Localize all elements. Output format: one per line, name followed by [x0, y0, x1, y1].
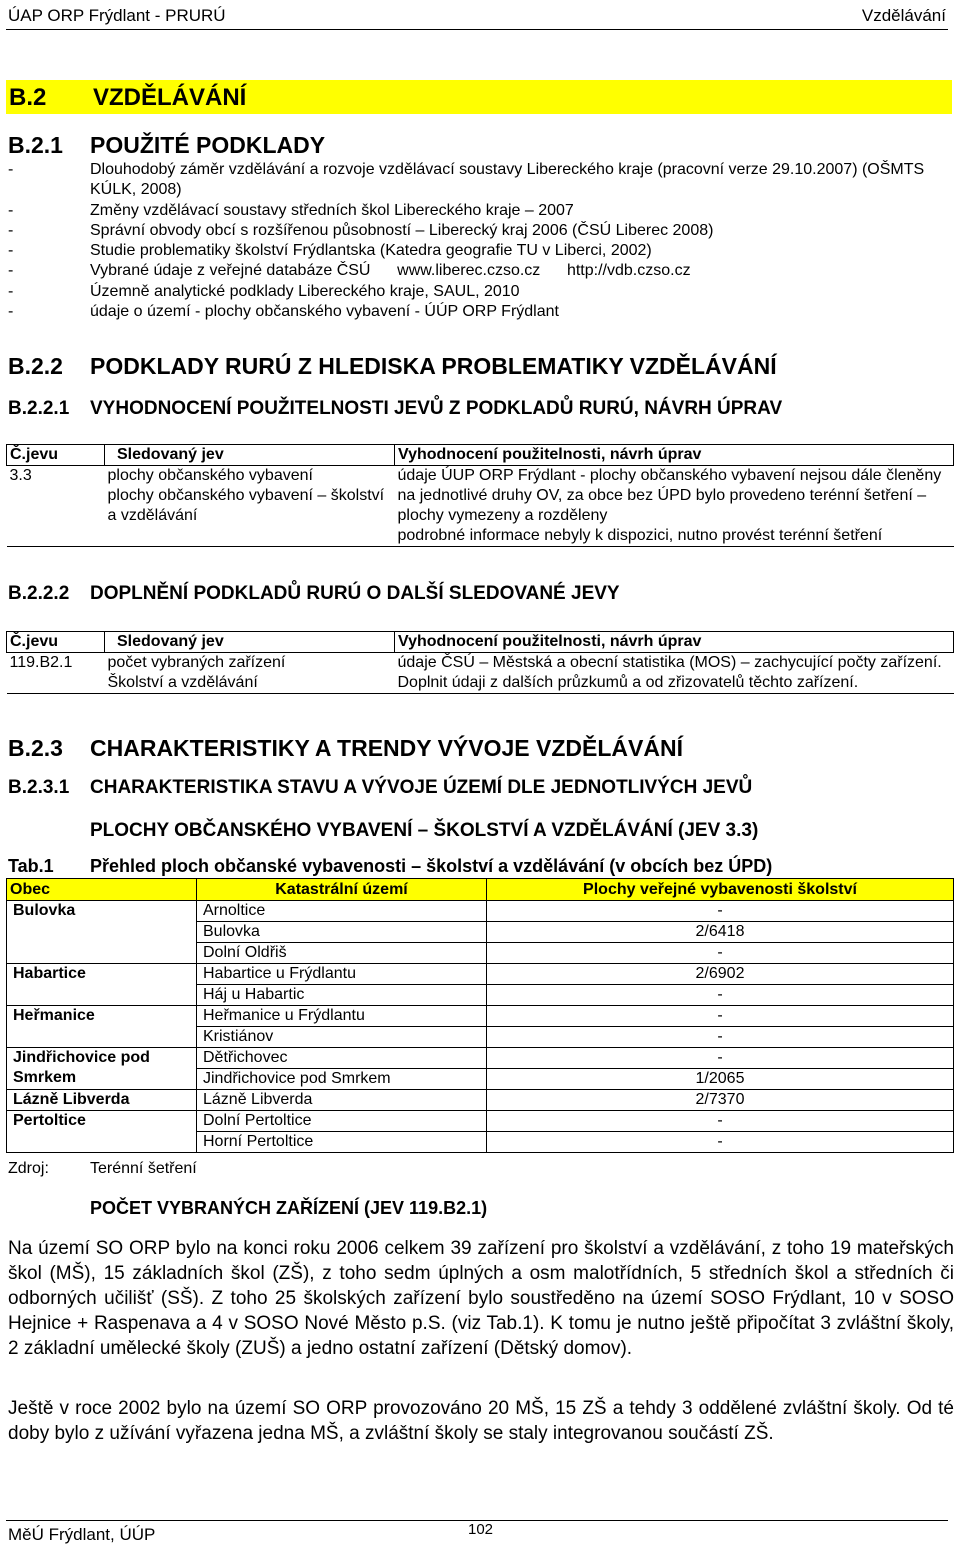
table-header-row	[7, 445, 954, 466]
cell-ku: Kristiánov	[197, 1027, 487, 1048]
table-row	[7, 466, 954, 547]
cell-value: -	[487, 1048, 954, 1069]
paragraph-1: Na území SO ORP bylo na konci roku 2006 celkem 39 zařízení pro školství a vzdělávání, z toho 19 mateřských škol (MŠ), 15 základních škol (ZŠ), z toho sedm úplných a osm malotřídních, 5 středních škol a středních či odborných učilišť (SŠ). Z toho 25 školských zařízení bylo soustředěno na území SOSO Frýdlant, 10 v SOSO Hejnice + Raspenava a 4 v SOSO Nové Město p.S. (viz Tab.1). K tomu je nutno ještě připočítat 3 zvláštní školy, 2 základní umělecké školy (ZUŠ) a jedno ostatní zařízení (Dětský domov).	[8, 1238, 954, 1359]
table-header-row	[7, 632, 954, 653]
table-row	[7, 653, 954, 694]
cell-value: -	[487, 901, 954, 922]
subheading-jev-119: POČET VYBRANÝCH ZAŘÍZENÍ (JEV 119.B2.1)	[90, 1198, 488, 1218]
list-item: - Změny vzdělávací soustavy středních škol Libereckého kraje – 2007	[8, 201, 574, 219]
col-header-eval: Vyhodnocení použitelnosti, návrh úprav	[395, 632, 954, 653]
cell-ku: Habartice u Frýdlantu	[197, 964, 487, 985]
section-b2-heading	[6, 80, 952, 114]
page-header	[6, 4, 948, 30]
cell-ku: Horní Pertoltice	[197, 1132, 487, 1153]
cell-id: 119.B2.1	[9, 654, 73, 671]
section-number: B.2.3	[8, 735, 63, 761]
list-item: - Správní obvody obcí s rozšířenou působností – Liberecký kraj 2006 (ČSÚ Liberec 2008)	[8, 221, 714, 239]
table-row	[7, 964, 954, 985]
cell-eval: údaje ÚUP ORP Frýdlant - plochy občanského vybavení nejsou dále členěny na jednotlivé druhy OV, za obce bez ÚPD bylo provedeno terénní šetření – plochy vymezeny a rozděleny podrobné informace nebyly k dispozici, nutno provést terénní šetření	[397, 467, 942, 544]
evaluation-table-1	[6, 444, 954, 547]
source-value: Terénní šetření	[90, 1160, 197, 1177]
col-header-jev: Sledovaný jev	[105, 632, 395, 653]
cell-ku: Arnoltice	[197, 901, 487, 922]
section-number: B.2.2	[8, 353, 63, 379]
table-row	[7, 1006, 954, 1027]
list-item: - údaje o území - plochy občanského vybavení - ÚÚP ORP Frýdlant	[8, 303, 559, 321]
cell-ku: Heřmanice u Frýdlantu	[197, 1006, 487, 1027]
caption-title: Přehled ploch občanské vybavenosti – školství a vzdělávání (v obcích bez ÚPD)	[90, 856, 773, 876]
cell-value: 1/2065	[487, 1069, 954, 1090]
cell-ku: Bulovka	[197, 922, 487, 943]
col-header-id: Č.jevu	[7, 632, 105, 653]
table-row	[7, 1111, 954, 1132]
cell-ku: Lázně Libverda	[197, 1090, 487, 1111]
col-header-jev: Sledovaný jev	[105, 445, 395, 466]
school-areas-table	[6, 878, 954, 1153]
section-number: B.2.3.1	[8, 777, 70, 798]
cell-obec: Bulovka	[7, 901, 197, 964]
cell-id: 3.3	[9, 467, 32, 484]
sources-list	[8, 160, 956, 322]
cell-obec: Heřmanice	[7, 1006, 197, 1048]
page-number: 102	[468, 1521, 494, 1538]
section-title: VYHODNOCENÍ POUŽITELNOSTI JEVŮ Z PODKLADŮ RURÚ, NÁVRH ÚPRAV	[90, 398, 783, 419]
section-title: CHARAKTERISTIKY A TRENDY VÝVOJE VZDĚLÁVÁNÍ	[90, 735, 683, 761]
page-footer	[6, 1520, 948, 1546]
list-item: - Vybrané údaje z veřejné databáze ČSÚ www.liberec.czso.cz http://vdb.czso.cz	[8, 262, 691, 280]
col-header-ku: Katastrální území	[197, 879, 487, 901]
col-header-id: Č.jevu	[7, 445, 105, 466]
caption-number: Tab.1	[8, 856, 54, 876]
cell-obec: Pertoltice	[7, 1111, 197, 1153]
table-header-row	[7, 879, 954, 901]
col-header-plochy: Plochy veřejné vybavenosti školství	[487, 879, 954, 901]
evaluation-table-2	[6, 631, 954, 694]
cell-ku: Dolní Oldřiš	[197, 943, 487, 964]
cell-obec: Lázně Libverda	[7, 1090, 197, 1111]
list-item: - Dlouhodobý záměr vzdělávání a rozvoje vzdělávací soustavy Libereckého kraje (pracovní verze 29.10.2007) (OŠMTS KÚLK, 2008)	[8, 161, 925, 199]
cell-value: -	[487, 1111, 954, 1132]
table-row	[7, 1090, 954, 1111]
cell-value: -	[487, 1027, 954, 1048]
paragraph-2: Ještě v roce 2002 bylo na území SO ORP provozováno 20 MŠ, 15 ZŠ a tehdy 3 oddělené zvláštní školy. Od té doby bylo z užívání vyřazena jedna MŠ, a zvláštní školy se staly integrovanou součástí ZŠ.	[8, 1398, 954, 1444]
cell-value: -	[487, 1006, 954, 1027]
col-header-eval: Vyhodnocení použitelnosti, návrh úprav	[395, 445, 954, 466]
section-number: B.2.2.1	[8, 398, 70, 419]
cell-value: 2/6418	[487, 922, 954, 943]
cell-ku: Jindřichovice pod Smrkem	[197, 1069, 487, 1090]
cell-obec: Habartice	[7, 964, 197, 1006]
col-header-obec: Obec	[7, 879, 197, 901]
section-number: B.2	[9, 84, 47, 111]
section-title: VZDĚLÁVÁNÍ	[93, 84, 247, 111]
cell-jev: plochy občanského vybavení plochy občanského vybavení – školství a vzdělávání	[107, 467, 385, 524]
cell-eval: údaje ČSÚ – Městská a obecní statistika (MOS) – zachycující počty zařízení. Doplnit údaji z dalších průzkumů a od zřizovatelů těchto zařízení.	[397, 654, 942, 691]
table-row	[7, 901, 954, 922]
table-source	[8, 1160, 197, 1178]
cell-ku: Háj u Habartic	[197, 985, 487, 1006]
section-number: B.2.2.2	[8, 583, 70, 604]
cell-obec: Jindřichovice pod Smrkem	[7, 1048, 197, 1090]
cell-jev: počet vybraných zařízení Školství a vzdělávání	[107, 654, 286, 691]
footer-left: MěÚ Frýdlant, ÚÚP	[8, 1525, 156, 1544]
cell-ku: Dětřichovec	[197, 1048, 487, 1069]
source-label: Zdroj:	[8, 1160, 49, 1177]
cell-value: 2/7370	[487, 1090, 954, 1111]
header-right: Vzdělávání	[861, 6, 946, 25]
section-title: POUŽITÉ PODKLADY	[90, 132, 326, 158]
cell-ku: Dolní Pertoltice	[197, 1111, 487, 1132]
list-item: - Studie problematiky školství Frýdlantska (Katedra geografie TU v Liberci, 2002)	[8, 242, 652, 260]
cell-value: -	[487, 1132, 954, 1153]
section-title: DOPLNĚNÍ PODKLADŮ RURÚ O DALŠÍ SLEDOVANÉ JEVY	[90, 583, 620, 604]
section-number: B.2.1	[8, 132, 63, 158]
cell-value: 2/6902	[487, 964, 954, 985]
list-item: - Územně analytické podklady Libereckého kraje, SAUL, 2010	[8, 282, 520, 300]
table-row	[7, 1048, 954, 1069]
section-title: PODKLADY RURÚ Z HLEDISKA PROBLEMATIKY VZDĚLÁVÁNÍ	[90, 353, 777, 379]
cell-value: -	[487, 985, 954, 1006]
subheading-jev-3-3: PLOCHY OBČANSKÉHO VYBAVENÍ – ŠKOLSTVÍ A VZDĚLÁVÁNÍ (JEV 3.3)	[90, 820, 759, 841]
header-left: ÚAP ORP Frýdlant - PRURÚ	[8, 6, 226, 25]
section-title: CHARAKTERISTIKA STAVU A VÝVOJE ÚZEMÍ DLE JEDNOTLIVÝCH JEVŮ	[90, 777, 753, 798]
cell-value: -	[487, 943, 954, 964]
